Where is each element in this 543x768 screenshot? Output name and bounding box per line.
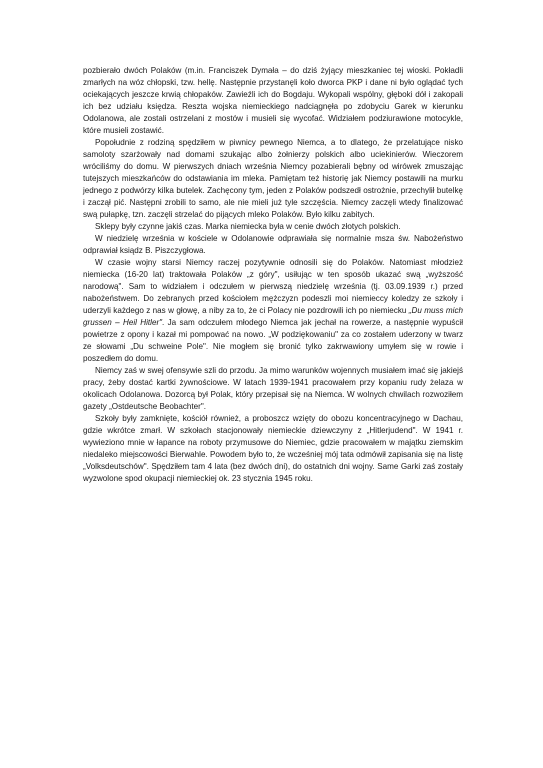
- paragraph-1: [83, 65, 463, 137]
- paragraph-3-text: Sklepy były czynne jakiś czas. Marka niemiecka była w cenie dwóch złotych polskich.: [95, 222, 401, 231]
- paragraph-1-text: pozbierało dwóch Polaków (m.in. Franciszek Dymała – do dziś żyjący mieszkaniec tej wioski. Pokładli zmarłych na wóz chłopski, tzw. hellę. Następnie przystanęli koło dworca PKP i dane ni było oglądać tych ociekających jeszcze krwią chłopaków. Zawieźli ich do Bogdaju. Wykopali wspólny, głęboki dół i zakopali ich bez udziału księdza. Reszta wojska niemieckiego nadciągnęła po zdobyciu Garek w kierunku Odolanowa, ale zostali ostrzelani z mostów i musieli się wycofać. Widziałem podziurawione motocykle, które musieli zostawić.: [83, 66, 463, 135]
- paragraph-6: [83, 365, 463, 413]
- paragraph-3: [83, 221, 463, 233]
- paragraph-2: [83, 137, 463, 221]
- paragraph-7-text: Szkoły były zamknięte, kościół również, a proboszcz wzięty do obozu koncentracyjnego w Dachau, gdzie wkrótce zmarł. W szkołach stacjonowały niemieckie dziewczyny z „Hitlerjudend". W 1941 r. wywieziono mnie w łapance na roboty przymusowe do Niemiec, gdzie pracowałem w majątku ziemskim niedaleko miejscowości Bierwahle. Powodem było to, że wcześniej mój tata odmówił zapisania się na listę „Volksdeutschów". Spędziłem tam 4 lata (bez dwóch dni), do ostatnich dni wojny. Same Garki zaś zostały wyzwolone spod okupacji niemieckiej ok. 23 stycznia 1945 roku.: [83, 414, 463, 483]
- document-body: [83, 65, 463, 485]
- paragraph-4-text: W niedzielę września w kościele w Odolanowie odprawiała się normalnie msza św. Nabożeństwo odprawiał ksiądz B. Piszczygłowa.: [83, 234, 463, 255]
- paragraph-5-text-b: . Ja sam odczułem młodego Niemca jak jechał na rowerze, a następnie wypuścił powietrze z opony i kazał mi pompować na nowo. „W podziękowaniu" za co zostałem uderzony w twarz ze słowami „Du schweine Pole". Nie mogłem się bronić tylko zakrwawiony umyłem się w rowie i poszedłem do domu.: [83, 318, 463, 363]
- paragraph-2-text: Popołudnie z rodziną spędziłem w piwnicy pewnego Niemca, a to dlatego, że przelatujące nisko samoloty szarżowały nad domami szukając albo żołnierzy polskich albo uciekinierów. Wieczorem wróciliśmy do domu. W pierwszych dniach września Niemcy pozabierali bębny od wirówek zmuszając tutejszych mieszkańców do odstawiania im mleka. Pamiętam też historię jak Niemcy postawili na murku jednego z podwórzy kilka butelek. Zachęcony tym, jeden z Polaków podszedł ostrożnie, przechylił butelkę i zaczął pić. Następni zrobili to samo, ale nie mieli już tyle szczęścia. Niemcy zaczęli wtedy finalizować swą pułapkę, tzn. zaczęli strzelać do pijących mleko Polaków. Było kilku zabitych.: [83, 138, 463, 219]
- paragraph-5: [83, 257, 463, 365]
- paragraph-6-text: Niemcy zaś w swej ofensywie szli do przodu. Ja mimo warunków wojennych musiałem imać się jakiejś pracy, żeby dostać kartki żywnościowe. W latach 1939-1941 pracowałem przy kopaniu rudy żelaza w okolicach Odolanowa. Dozorcą był Polak, który przepisał się na Niemca. W wolnych chwilach rozwoziłem gazety „Ostdeutsche Beobachter".: [83, 366, 463, 411]
- paragraph-7: [83, 413, 463, 485]
- paragraph-5-text-a: W czasie wojny starsi Niemcy raczej pozytywnie odnosili się do Polaków. Natomiast młodzież niemiecka (16-20 lat) traktowała Polaków „z góry", usiłując w ten sposób ukazać swą „wyższość narodową". Sam to widziałem i odczułem w pierwszą niedzielę września (tj. 03.09.1939 r.) przed nabożeństwem. Do zebranych przed kościołem mężczyzn podeszli moi niemieccy koledzy ze szkoły i uderzyli każdego z nas w głowę, a niby za to, że ci Polacy nie pozdrowili ich po niemiecku: [83, 258, 463, 315]
- paragraph-4: [83, 233, 463, 257]
- paragraph-5-quote-italic: „Du muss mich grussen – Heil Hitler": [83, 306, 464, 327]
